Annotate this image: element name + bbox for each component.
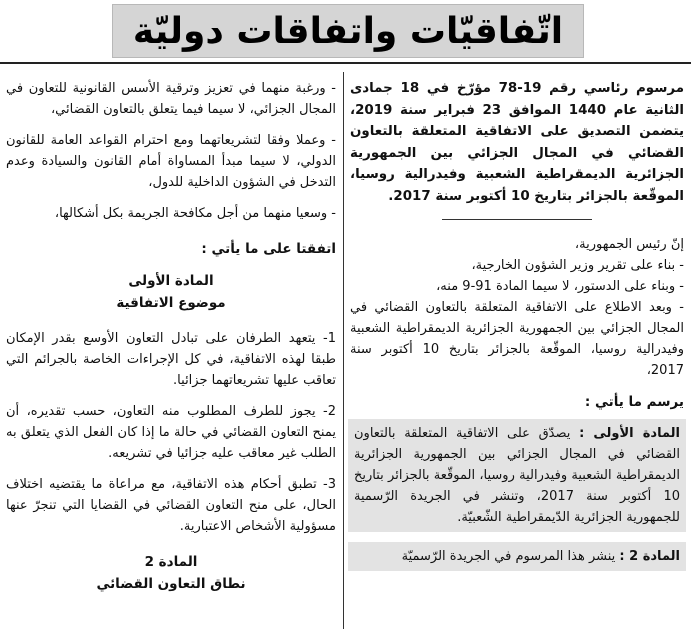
preamble-item: - وبعد الاطلاع على الاتفاقية المتعلقة بالتعاون القضائي في المجال الجزائي بين الجمهورية الجزائرية الديمقراطية الشعبية وفيدرالية روسيا، الموقّعة بالجزائر بتاريخ 10 أكتوبر سنة 2017،: [350, 300, 685, 378]
decree-title: مرسوم رئاسي رقم 19-78 مؤرّخ في 18 جمادى الثانية عام 1440 الموافق 23 فبراير سنة 2019، يتضمن التصديق على الاتفاقية المتعلقة بالتعاون القضائي في المجال الجزائي بين الجمهورية الجزائرية الديمقراطية الشعبية وفيدرالية روسيا، الموقّعة بالجزائر بتاريخ 10 أكتوبر سنة 2017.: [350, 81, 684, 204]
right-column: [350, 78, 684, 571]
recital: - ورغبة منهما في تعزيز وترقية الأسس القانونية للتعاون في المجال الجزائي، لا سيما فيما يتعلق بالتعاون القضائي،: [6, 81, 336, 117]
agreed-heading: اتفقتا على ما يأتي :: [201, 241, 336, 257]
banner-title: اتّفاقيّات واتفاقات دوليّة: [132, 10, 564, 52]
decrees-heading: يرسم ما يأتي :: [584, 394, 684, 410]
article1-paragraph: 1- يتعهد الطرفان على تبادل التعاون الأوسع بقدر الإمكان طبقا لهذه الاتفاقية، في كل الإجراءات الخاصة بالجرائم التي تعاقب عليها تشريعاتهما جزائيا.: [6, 331, 336, 388]
top-rule: [0, 62, 691, 64]
article2-text: ينشر هذا المرسوم في الجريدة الرّسميّة: [401, 549, 616, 564]
article1-label: المادة الأولى :: [579, 426, 681, 441]
preamble-item: - وبناء على الدستور، لا سيما المادة 91-9 منه،: [436, 279, 684, 294]
article2-heading: المادة 2: [144, 554, 198, 570]
article2-label: المادة 2 :: [619, 549, 680, 564]
preamble-item: - بناء على تقرير وزير الشؤون الخارجية،: [471, 258, 684, 273]
preamble-intro: إنّ رئيس الجمهورية،: [574, 237, 684, 252]
column-divider: [343, 72, 344, 629]
article1-text: يصدّق على الاتفاقية المتعلقة بالتعاون القضائي في المجال الجزائي بين الجمهورية الجزائرية الديمقراطية الشعبية وفيدرالية روسيا، الموقّعة بالجزائر بتاريخ 10 أكتوبر سنة 2017، وتنشر في الجريدة الرّسمية للجمهورية الجزائرية الدّيمقراطية الشّعبيّة.: [354, 426, 680, 525]
decree-separator: [442, 219, 592, 220]
article1-subheading: موضوع الاتفاقية: [116, 295, 226, 311]
article1-paragraph: 3- تطبق أحكام هذه الاتفاقية، مع مراعاة ما يقتضيه اختلاف الحال، على منح التعاون القضائي في القضايا التي تنجرّ عنها مسؤولية الأشخاص الاعتبارية.: [6, 477, 336, 534]
article2-subheading: نطاق التعاون القضائي: [96, 576, 246, 592]
article1-box: [348, 419, 686, 532]
article1-paragraph: 2- يجوز للطرف المطلوب منه التعاون، حسب تقديره، أن يمنح التعاون القضائي في حالة ما إذا كان الفعل الذي يتعلق به الطلب غير معاقب عليه جزائيا في تشريعه.: [6, 404, 336, 461]
recital: - وسعيا منهما من أجل مكافحة الجريمة بكل أشكالها،: [54, 206, 336, 221]
article2-box: [348, 542, 686, 571]
recital: - وعملا وفقا لتشريعاتهما ومع احترام القواعد العامة للقانون الدولي، لا سيما مبدأ المساواة أمام القانون والسيادة وعدم التدخل في الشؤون الداخلية للدول،: [6, 133, 336, 190]
left-column: [6, 78, 336, 595]
section-banner: [112, 4, 584, 58]
article1-heading: المادة الأولى: [128, 273, 214, 289]
